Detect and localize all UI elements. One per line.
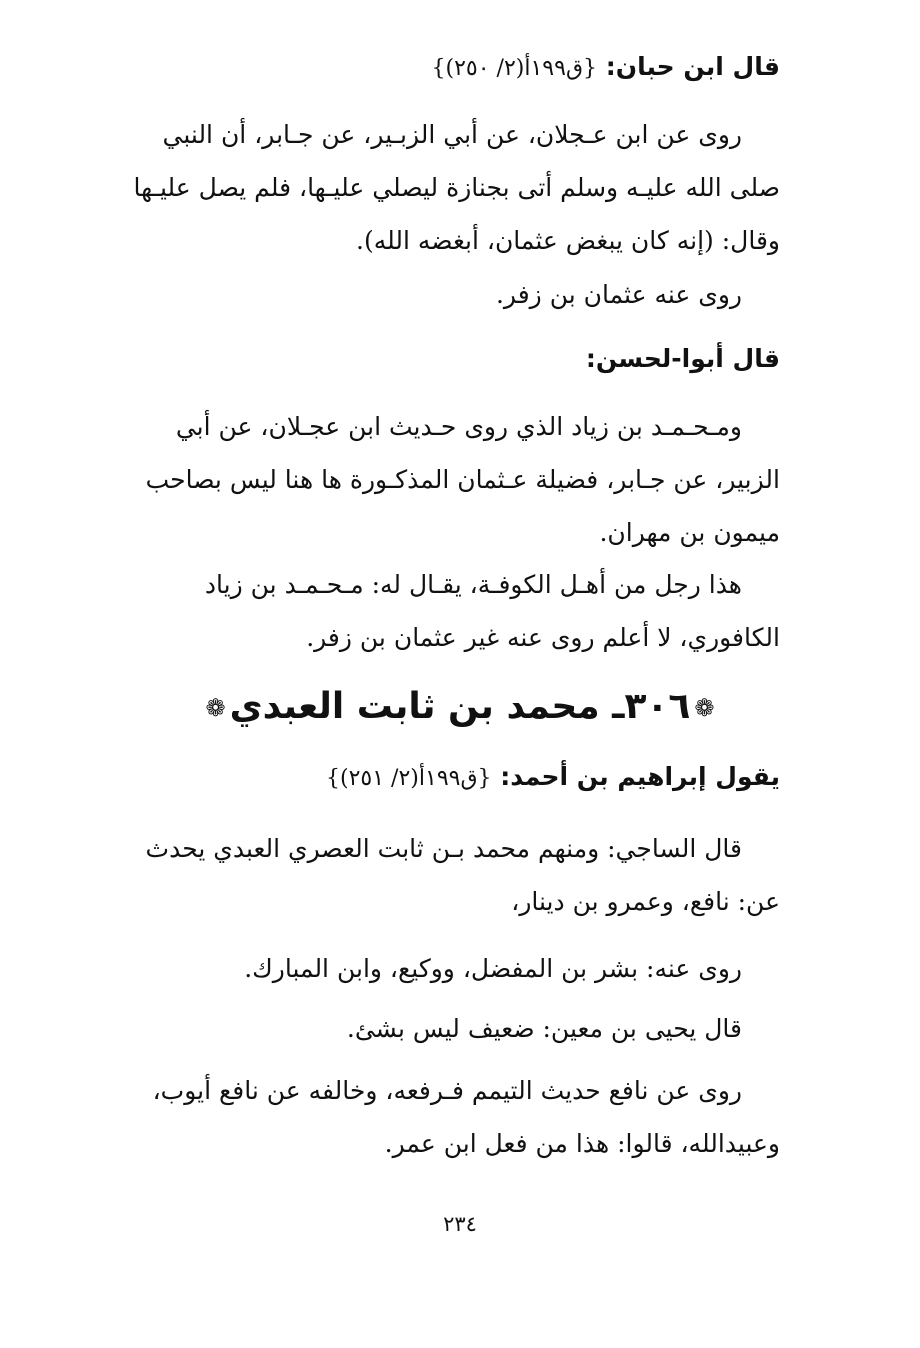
text-line: عن: نافع، وعمرو بن دينار، [511, 887, 780, 916]
paragraph [108, 268, 780, 321]
section-heading-abu-al-hasan [108, 342, 780, 376]
manuscript-reference: {ق١٩٩أ(٢/ ٢٥٠)} [431, 56, 598, 81]
text-line: صلى الله عليـه وسلم أتى بجنازة ليصلي عليـها، فلم يصل عليـها [133, 173, 780, 202]
paragraph [108, 942, 780, 995]
text-line: ميمون بن مهران. [599, 518, 780, 547]
text-line: وعبيدالله، قالوا: هذا من فعل ابن عمر. [384, 1129, 780, 1158]
text-line: قال الساجي: ومنهم محمد بـن ثابت العصري العبدي يحدث [145, 834, 742, 863]
ornament-icon: ❁ [205, 694, 226, 722]
ornament-icon: ❁ [694, 694, 715, 722]
section-heading-ibn-hibban [108, 50, 780, 86]
text-line: الكافوري، لا أعلم روى عنه غير عثمان بن زفر. [306, 623, 780, 652]
text-line: روى عن نافع حديث التيمم فـرفعه، وخالفه عن نافع أيوب، [152, 1076, 742, 1105]
paragraph [108, 1064, 780, 1170]
page-number: ٢٣٤ [443, 1212, 477, 1236]
text-line: قال يحيى بن معين: ضعيف ليس بشئ. [346, 1014, 742, 1043]
paragraph [108, 108, 780, 267]
paragraph [108, 400, 780, 559]
text-line: روى عنه: بشر بن المفضل، ووكيع، وابن المبارك. [244, 954, 742, 983]
text-line: وقال: (إنه كان يبغض عثمان، أبغضه الله). [356, 226, 780, 255]
text-line: روى عن ابن عـجلان، عن أبي الزبـير، عن جـابر، أن النبي [162, 120, 742, 149]
paragraph [108, 558, 780, 664]
section-heading-ibrahim-ibn-ahmad [108, 760, 780, 796]
text-line: روى عنه عثمان بن زفر. [495, 280, 742, 309]
heading-label: قال ابن حبان: [605, 52, 780, 81]
entry-title-text: ٣٠٦ـ محمد بن ثابت العبدي [229, 686, 691, 727]
paragraph [108, 822, 780, 928]
heading-label: قال أبوا-لحسن: [585, 344, 780, 373]
entry-title [0, 682, 920, 733]
heading-label: يقول إبراهيم بن أحمد: [500, 762, 780, 791]
text-line: الزبير، عن جـابر، فضيلة عـثمان المذكـورة ها هنا ليس بصاحب [145, 465, 780, 494]
paragraph [108, 1002, 780, 1055]
text-line: هذا رجل من أهـل الكوفـة، يقـال له: مـحـمـد بن زياد [204, 570, 742, 599]
text-line: ومـحـمـد بن زياد الذي روى حـديث ابن عجـلان، عن أبي [175, 412, 742, 441]
manuscript-reference: {ق١٩٩أ(٢/ ٢٥١)} [326, 766, 492, 791]
